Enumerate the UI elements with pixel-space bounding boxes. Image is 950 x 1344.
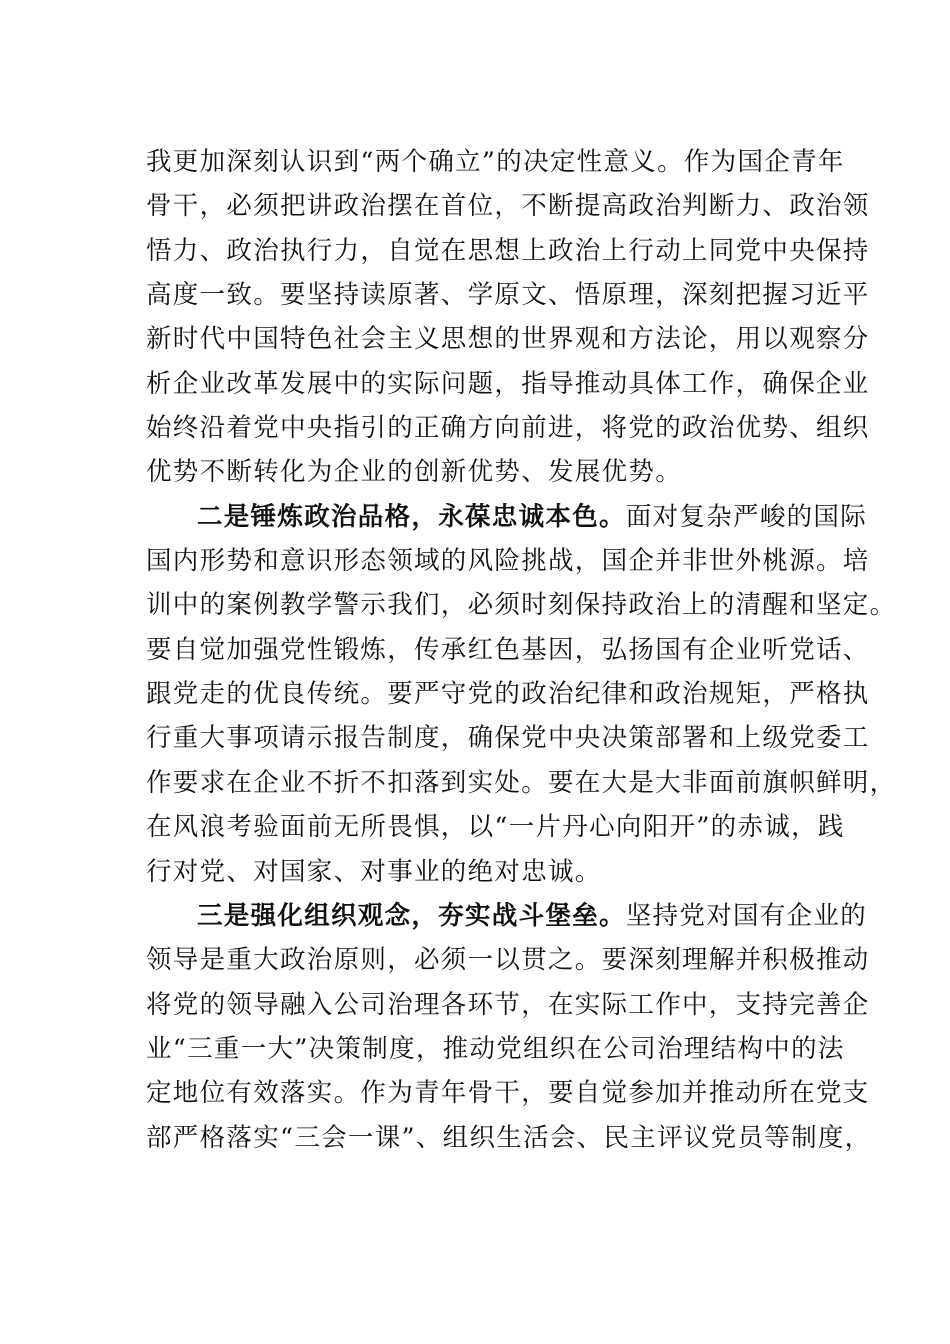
text-line: 骨干，必须把讲政治摆在首位，不断提高政治判断力、政治领 bbox=[146, 191, 870, 222]
paragraph-2 bbox=[146, 495, 897, 894]
paragraph-first-line bbox=[146, 495, 868, 539]
text-line: 要自觉加强党性锻炼，传承红色基因，弘扬国有企业听党话、 bbox=[146, 634, 870, 665]
text-line: 我更加深刻认识到“两个确立”的决定性意义。作为国企青年 bbox=[146, 147, 845, 177]
paragraph-heading: 二是锤炼政治品格，永葆忠诚本色。 bbox=[197, 501, 626, 532]
text-line: 训中的案例教学警示我们，必须时刻保持政治上的清醒和坚定。 bbox=[146, 590, 897, 621]
text-line: 在风浪考验面前无所畏惧，以“一片丹心向阳开”的赤诚，践 bbox=[146, 812, 845, 843]
paragraph-lead-text: 坚持党对国有企业的 bbox=[625, 900, 868, 931]
text-line: 新时代中国特色社会主义思想的世界观和方法论，用以观察分 bbox=[146, 324, 870, 355]
document-body bbox=[146, 140, 897, 1160]
text-line: 领导是重大政治原则，必须一以贯之。要深刻理解并积极推动 bbox=[146, 945, 870, 976]
text-line: 悟力、政治执行力，自觉在思想上政治上行动上同党中央保持 bbox=[146, 235, 870, 266]
text-line: 高度一致。要坚持读原著、学原文、悟原理，深刻把握习近平 bbox=[146, 280, 870, 311]
paragraph-1 bbox=[146, 140, 870, 495]
text-line: 作要求在企业不折不扣落到实处。要在大是大非面前旗帜鲜明， bbox=[146, 767, 897, 798]
text-line: 部严格落实“三会一课”、组织生活会、民主评议党员等制度， bbox=[146, 1122, 872, 1153]
text-line: 将党的领导融入公司治理各环节，在实际工作中，支持完善企 bbox=[146, 989, 870, 1020]
text-line: 优势不断转化为企业的创新优势、发展优势。 bbox=[146, 457, 683, 488]
text-line: 定地位有效落实。作为青年骨干，要自觉参加并推动所在党支 bbox=[146, 1078, 870, 1109]
paragraph-heading: 三是强化组织观念，夯实战斗堡垒。 bbox=[197, 900, 626, 931]
text-line: 业“三重一大”决策制度，推动党组织在公司治理结构中的法 bbox=[146, 1033, 845, 1064]
text-line: 国内形势和意识形态领域的风险挑战，国企并非世外桃源。培 bbox=[146, 546, 870, 577]
text-line: 始终沿着党中央指引的正确方向前进，将党的政治优势、组织 bbox=[146, 413, 870, 444]
text-line: 行重大事项请示报告制度，确保党中央决策部署和上级党委工 bbox=[146, 723, 870, 754]
paragraph-3 bbox=[146, 894, 872, 1160]
text-line: 析企业改革发展中的实际问题，指导推动具体工作，确保企业 bbox=[146, 368, 870, 399]
text-line: 跟党走的优良传统。要严守党的政治纪律和政治规矩，严格执 bbox=[146, 679, 870, 710]
paragraph-lead-text: 面对复杂严峻的国际 bbox=[625, 501, 868, 532]
paragraph-first-line bbox=[146, 894, 868, 938]
text-line: 行对党、对国家、对事业的绝对忠诚。 bbox=[146, 856, 602, 887]
